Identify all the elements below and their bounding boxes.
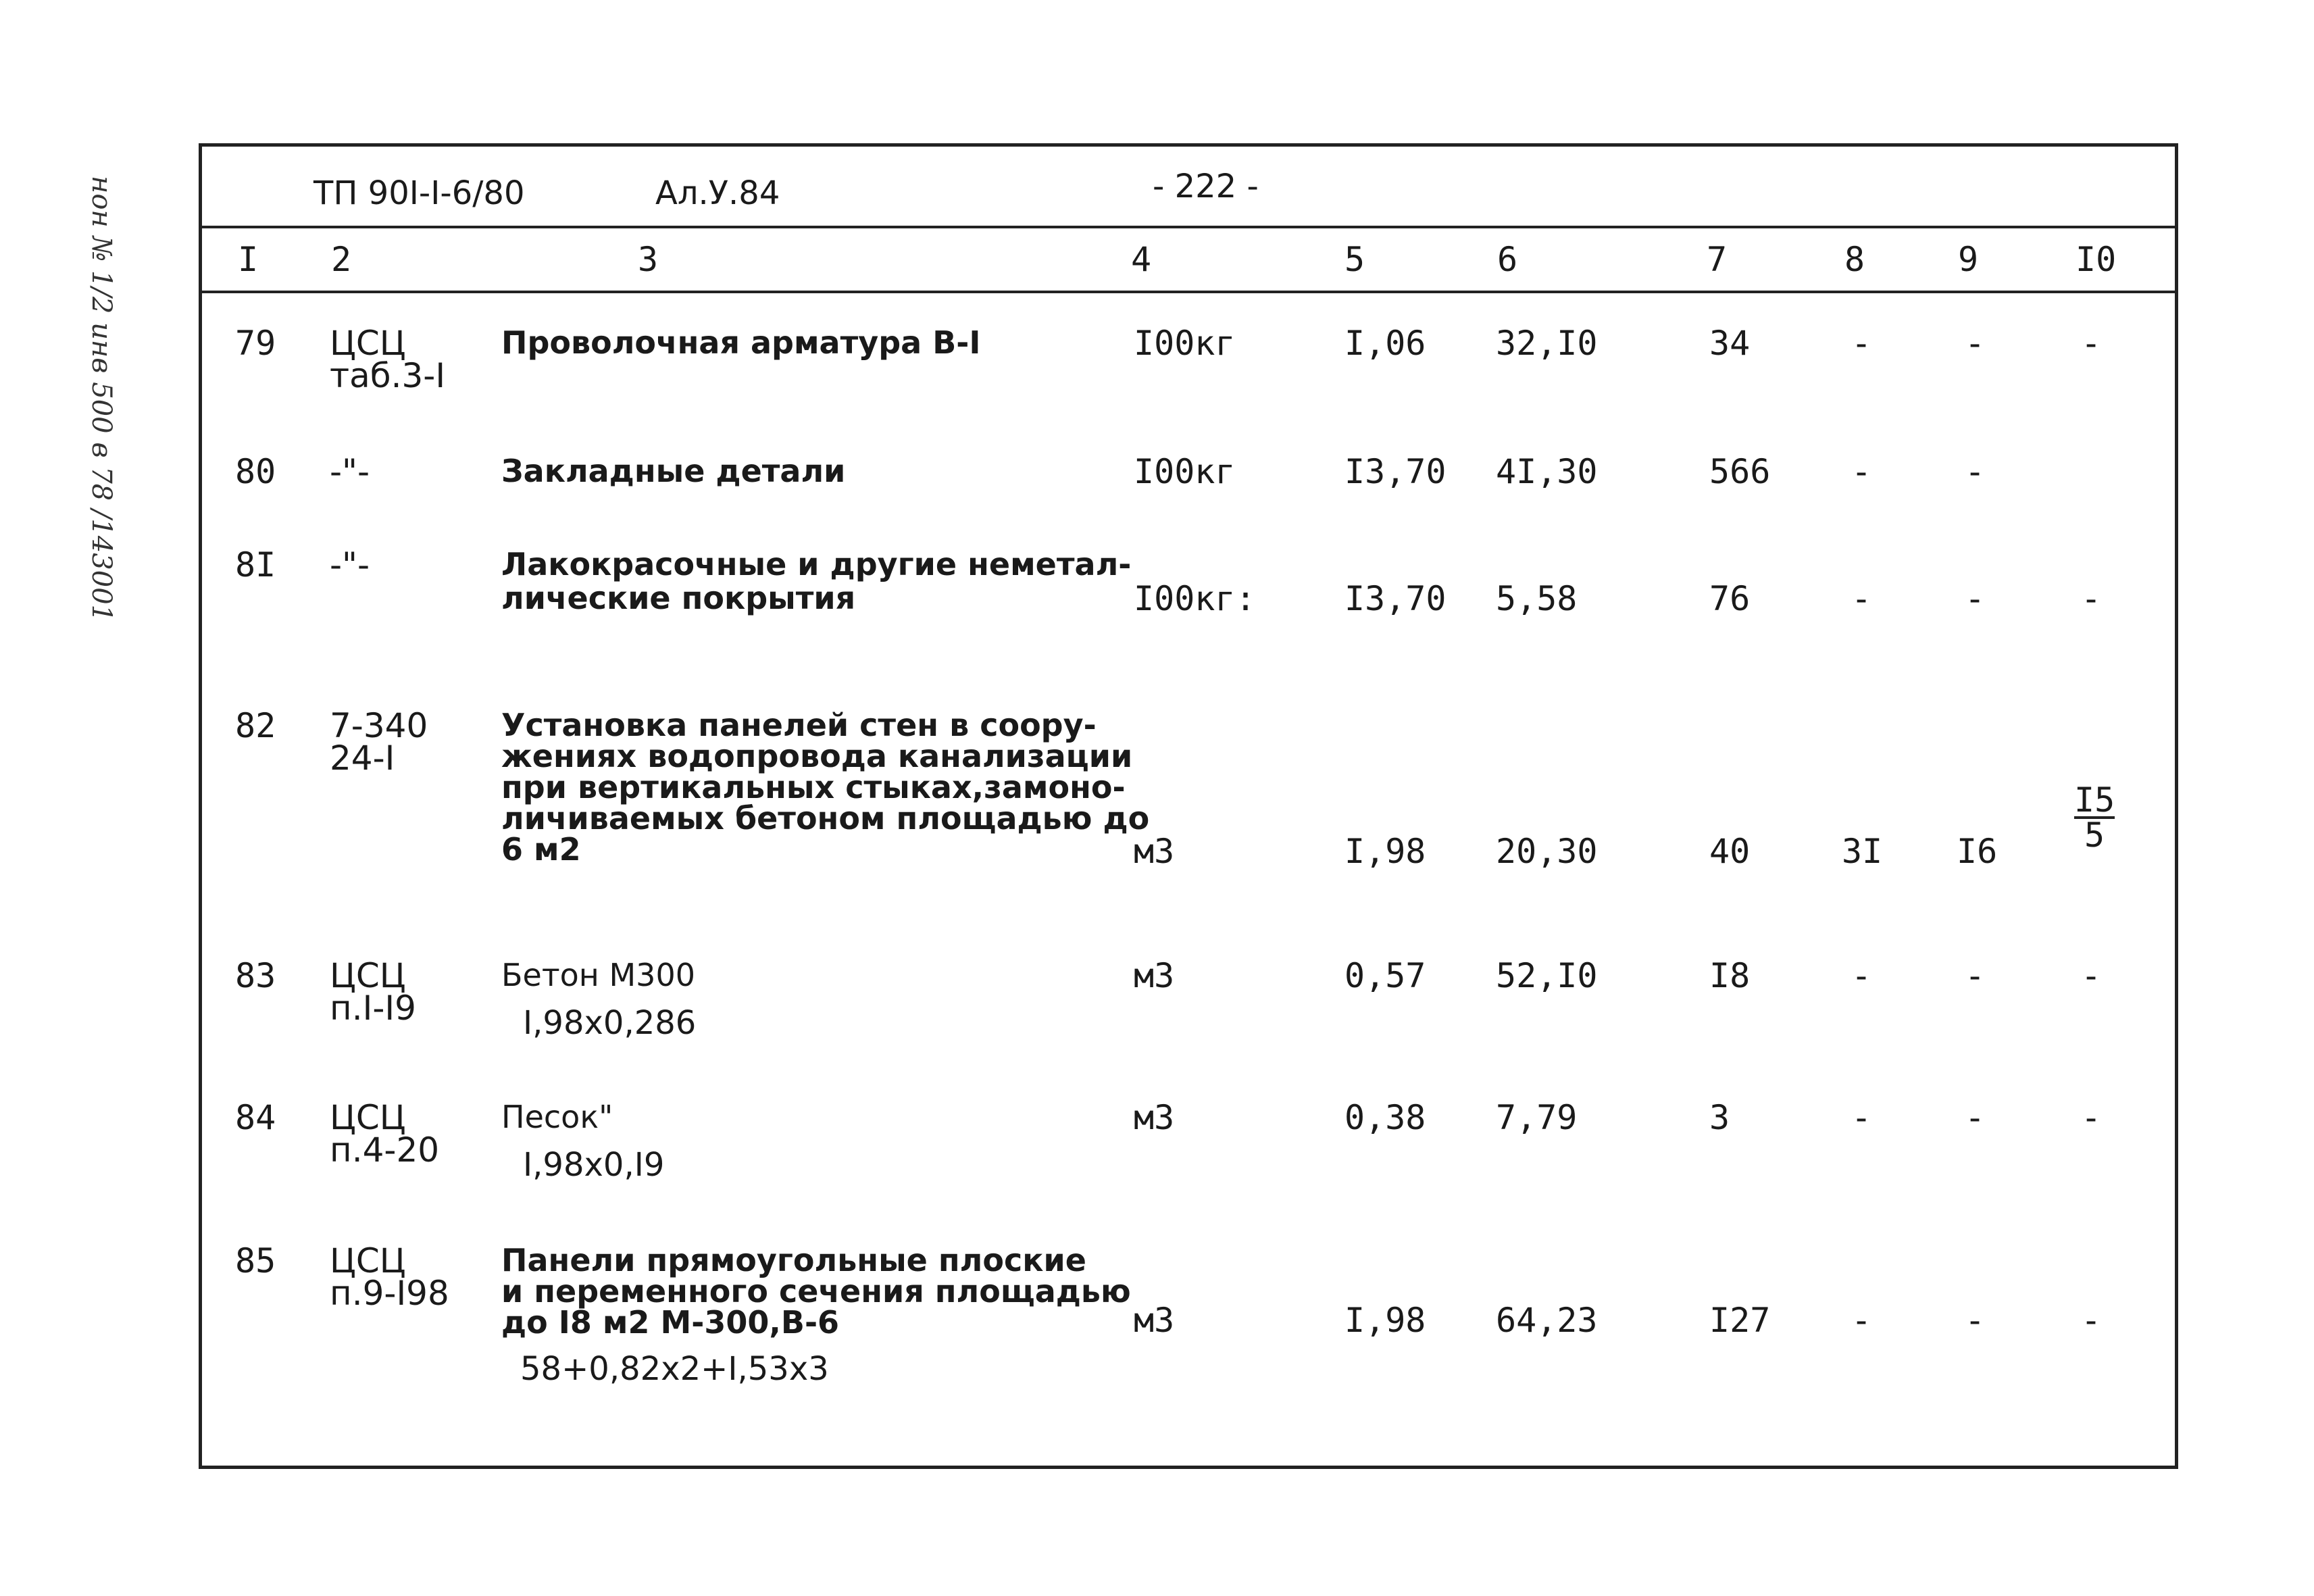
column-header-4: 4	[1131, 240, 1152, 279]
unit-price: 32,I0	[1496, 324, 1598, 363]
column-8-value: 3I	[1842, 832, 1883, 871]
fraction-numerator: I5	[2074, 780, 2115, 820]
total-cost: 3	[1709, 1098, 1730, 1137]
unit-of-measure: I00кг	[1134, 324, 1236, 363]
page-number: - 222 -	[1153, 168, 1259, 205]
total-cost: I27	[1709, 1301, 1771, 1340]
norm-code-line-1: -"-	[330, 452, 370, 491]
unit-of-measure: м3	[1134, 1301, 1175, 1340]
row-number: 83	[235, 956, 276, 995]
column-header-1: I	[238, 240, 259, 279]
total-cost: 34	[1709, 324, 1751, 363]
column-header-3: 3	[638, 240, 659, 279]
quantity: I3,70	[1344, 452, 1447, 491]
column-header-8: 8	[1844, 240, 1865, 279]
quantity: 0,38	[1344, 1098, 1426, 1137]
work-description-line-1: Панели прямоугольные плоские	[501, 1242, 1086, 1278]
fraction-denominator: 5	[2084, 816, 2105, 855]
column-header-5: 5	[1344, 240, 1365, 279]
total-cost: 76	[1709, 579, 1751, 618]
row-number: 82	[235, 706, 276, 745]
column-8-value: -	[1851, 1098, 1872, 1137]
column-8-value: -	[1851, 956, 1872, 995]
column-9-value: -	[1965, 956, 1986, 995]
norm-code-line-2: п.4-20	[330, 1130, 440, 1170]
quantity: 0,57	[1344, 956, 1426, 995]
work-description-line-1: Лакокрасочные и другие неметал-	[501, 546, 1132, 582]
norm-code-line-1: 7-340	[330, 706, 428, 745]
total-cost: 40	[1709, 832, 1751, 871]
column-10-value: -	[2081, 324, 2102, 363]
norm-code-line-2: 24-I	[330, 739, 395, 778]
quantity-calculation: I,98х0,286	[523, 1004, 697, 1042]
row-number: 8I	[235, 545, 276, 584]
column-10-value: -	[2081, 1301, 2102, 1340]
column-10-value: -	[2081, 956, 2102, 995]
column-8-value: -	[1851, 452, 1872, 491]
column-9-value: -	[1965, 452, 1986, 491]
norm-code-line-1: ЦСЦ	[330, 324, 406, 363]
work-description-line-2: лические покрытия	[501, 580, 856, 616]
norm-code-line-1: ЦСЦ	[330, 956, 406, 995]
column-8-value: -	[1851, 1301, 1872, 1340]
column-9-value: -	[1965, 324, 1986, 363]
column-header-6: 6	[1497, 240, 1518, 279]
work-description: Закладные детали	[501, 453, 846, 489]
work-description-line-2: и переменного сечения площадью	[501, 1273, 1131, 1310]
column-10-value: -	[2081, 579, 2102, 618]
header-divider	[199, 226, 2178, 228]
unit-price: 52,I0	[1496, 956, 1598, 995]
album-number: Ал.У.84	[655, 174, 780, 212]
norm-code-line-2: п.9-I98	[330, 1274, 449, 1313]
column-9-value: -	[1965, 1098, 1986, 1137]
norm-code-line-1: -"-	[330, 545, 370, 584]
unit-price: 64,23	[1496, 1301, 1598, 1340]
column-10-fraction	[2074, 780, 2115, 855]
column-9-value: -	[1965, 1301, 1986, 1340]
work-description: Бетон М300	[501, 957, 695, 993]
margin-note: нон № 1/2 инв 500 в 78 /143001	[86, 176, 117, 622]
unit-price: 7,79	[1496, 1098, 1578, 1137]
column-header-2: 2	[331, 240, 352, 279]
unit-of-measure: I00кг:	[1134, 579, 1256, 618]
quantity-calculation: I,98х0,I9	[523, 1146, 665, 1184]
unit-price: 4I,30	[1496, 452, 1598, 491]
column-9-value: -	[1965, 579, 1986, 618]
norm-code-line-2: таб.3-I	[330, 356, 446, 395]
work-description-line-5: 6 м2	[501, 831, 581, 868]
work-description: Проволочная арматура В-I	[501, 324, 981, 361]
doc-code: ТП 90I-I-6/80	[313, 174, 525, 212]
row-number: 79	[235, 324, 276, 363]
column-8-value: -	[1851, 324, 1872, 363]
unit-of-measure: м3	[1134, 956, 1175, 995]
column-header-10: I0	[2076, 240, 2117, 279]
work-description-line-3: при вертикальных стыках,замоно-	[501, 769, 1126, 805]
column-header-9: 9	[1958, 240, 1979, 279]
work-description-line-2: жениях водопровода канализации	[501, 738, 1133, 774]
row-number: 84	[235, 1098, 276, 1137]
column-header-divider	[199, 291, 2178, 293]
norm-code-line-2: п.I-I9	[330, 989, 416, 1028]
unit-price: 20,30	[1496, 832, 1598, 871]
unit-of-measure: м3	[1134, 832, 1175, 871]
norm-code-line-1: ЦСЦ	[330, 1241, 406, 1280]
work-description-line-3: до I8 м2 М-300,В-6	[501, 1304, 840, 1341]
quantity: I,06	[1344, 324, 1426, 363]
column-8-value: -	[1851, 579, 1872, 618]
total-cost: I8	[1709, 956, 1751, 995]
column-10-value: -	[2081, 1098, 2102, 1137]
unit-of-measure: I00кг	[1134, 452, 1236, 491]
row-number: 85	[235, 1241, 276, 1280]
unit-of-measure: м3	[1134, 1098, 1175, 1137]
total-cost: 566	[1709, 452, 1771, 491]
work-description-line-4: личиваемых бетоном площадью до	[501, 800, 1150, 837]
quantity-calculation: 58+0,82х2+I,53х3	[520, 1350, 829, 1388]
work-description-line-1: Установка панелей стен в соору-	[501, 707, 1097, 743]
unit-price: 5,58	[1496, 579, 1578, 618]
quantity: I3,70	[1344, 579, 1447, 618]
quantity: I,98	[1344, 832, 1426, 871]
quantity: I,98	[1344, 1301, 1426, 1340]
column-9-value: I6	[1957, 832, 1998, 871]
column-header-7: 7	[1707, 240, 1728, 279]
row-number: 80	[235, 452, 276, 491]
work-description: Песок"	[501, 1099, 613, 1135]
norm-code-line-1: ЦСЦ	[330, 1098, 406, 1137]
